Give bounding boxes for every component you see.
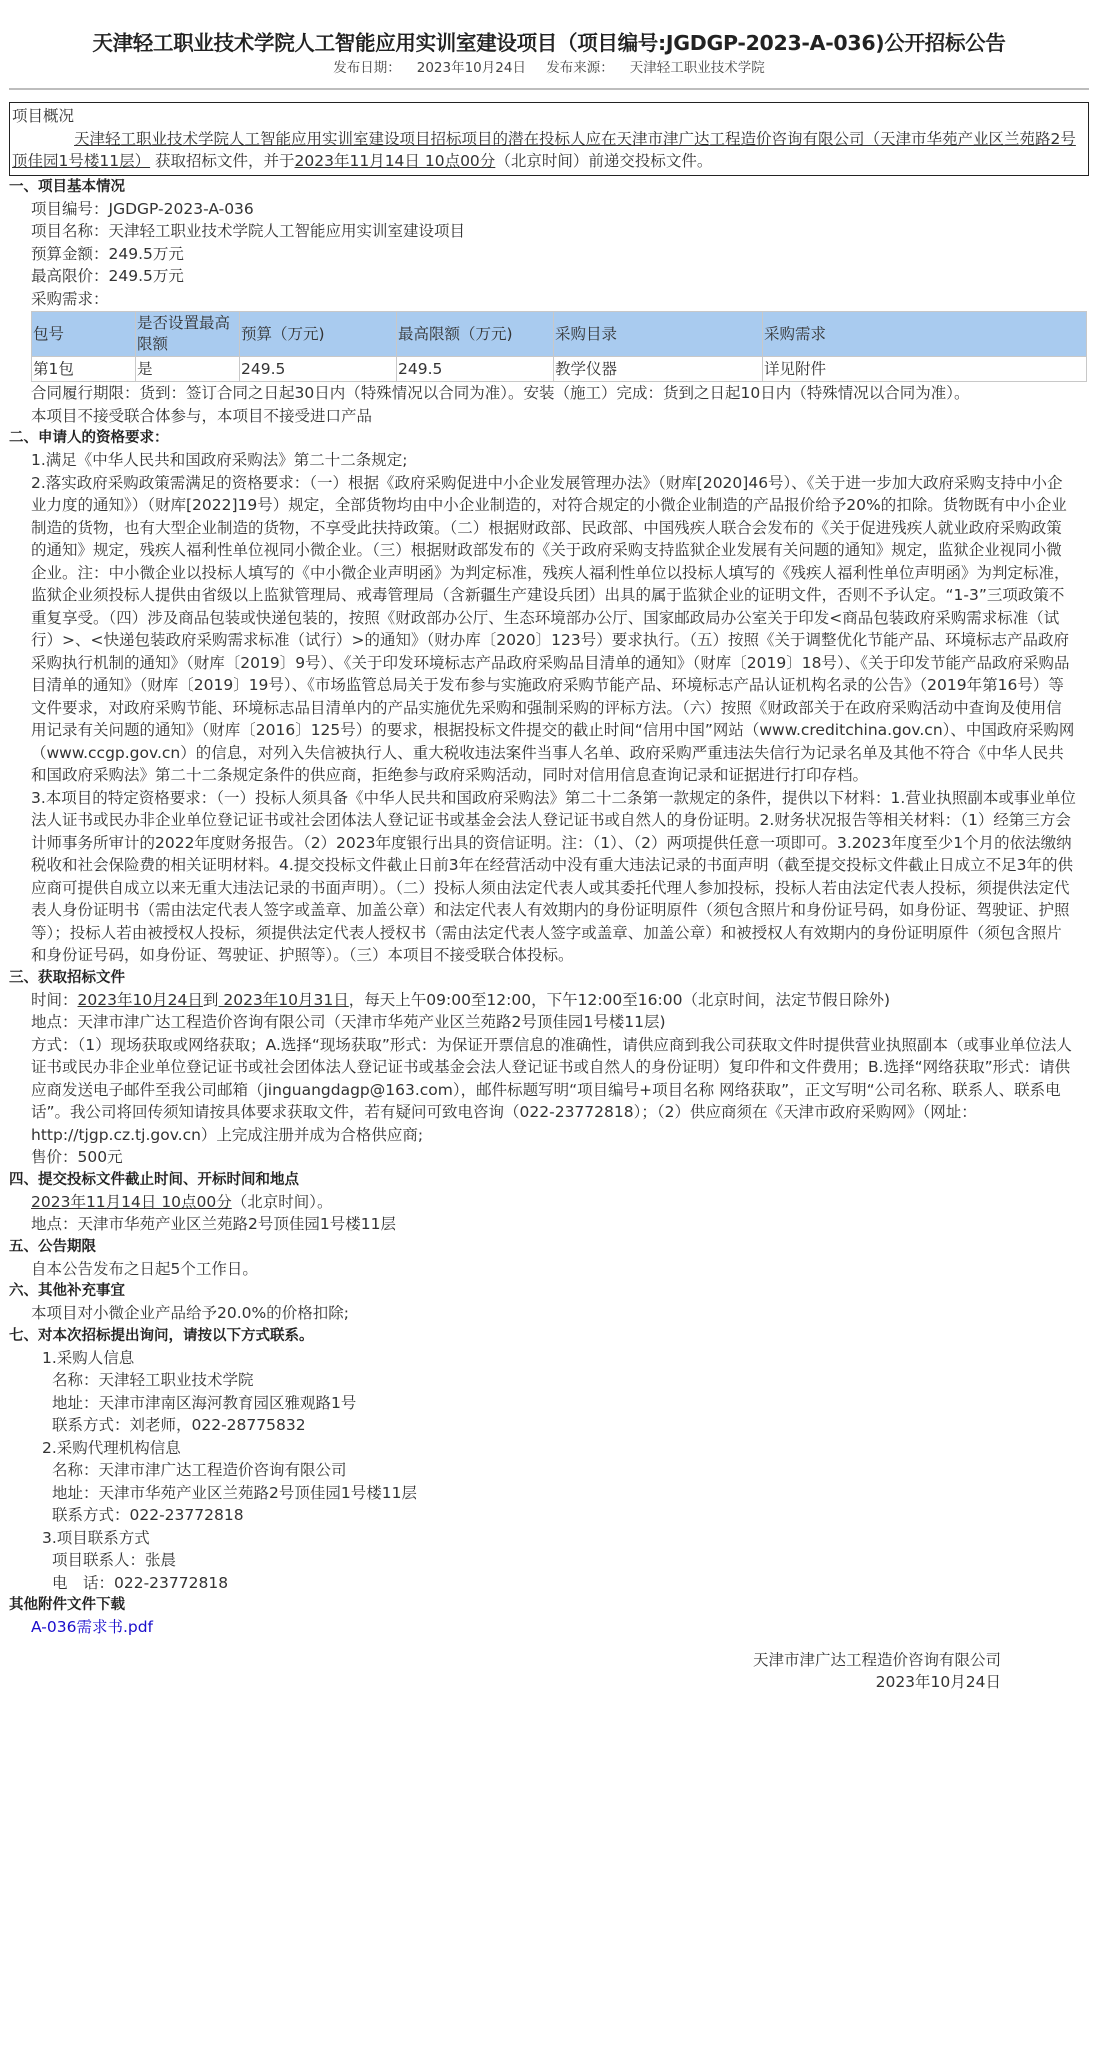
budget-amount: 预算金额：249.5万元 (31, 244, 184, 263)
signature-block (9, 1649, 1089, 1693)
section-4-heading: 四、提交投标文件截止时间、开标时间和地点 (9, 1171, 299, 1188)
publish-date: 发布日期： 2023年10月24日 (333, 60, 526, 76)
project-contact-phone: 电 话：022-23772818 (52, 1573, 229, 1592)
attachments-heading: 其他附件文件下载 (9, 1597, 125, 1613)
header-divider (9, 88, 1089, 90)
section-1-heading: 一、项目基本情况 (9, 178, 125, 195)
col-header-demand: 采购需求 (763, 312, 1087, 357)
col-header-budget: 预算（万元) (240, 312, 397, 357)
supplementary-note: 本项目对小微企业产品给予20.0%的价格扣除; (31, 1304, 349, 1322)
col-header-catalog: 采购目录 (554, 312, 763, 357)
qualification-item-3: 3.本项目的特定资格要求：（一）投标人须具备《中华人民共和国政府采购法》第二十二条第一款规定的条件，提供以下材料：1.营业执照副本或事业单位法人证书或民办非企业单位登记证书或社会团体法人登记证书或基金会法人登记证书或自然人的身份证明。2.财务状况报告等相关材料：（1）经第三方会计师事务所审计的2022年度财务报告。（2）2023年度银行出具的资信证明。注：（1）、（2）两项提供任意一项即可。3.2023年度至少1个月的依法缴纳税收和社会保险费的相关证明材料。4.提交投标文件截止日前3年在经营活动中没有重大违法记录的书面声明（截至提交投标文件截止日成立不足3年的供应商可提供自成立以来无重大违法记录的书面声明）。（二）投标人须由法定代表人或其委托代理人参加投标，投标人若由法定代表人投标，须提供法定代表人身份证明书（需由法定代表人签字或盖章、加盖公章）和法定代表人有效期内的身份证明原件（须包含照片和身份证号码，如身份证、驾驶证、护照等）；投标人若由被授权人投标，须提供法定代表人授权书（需由法定代表人签字或盖章、加盖公章）和被授权人有效期内的身份证明原件（须包含照片和身份证号码，如身份证、驾驶证、护照等）。（三）本项目不接受联合体投标。 (31, 788, 1076, 964)
document-price: 售价：500元 (31, 1148, 123, 1166)
purchaser-contact: 联系方式：刘老师，022-28775832 (52, 1416, 306, 1434)
qualification-item-1: 1.满足《中华人民共和国政府采购法》第二十二条规定; (31, 451, 408, 469)
agency-heading: 2.采购代理机构信息 (42, 1438, 181, 1457)
col-header-package: 包号 (32, 312, 136, 357)
qualification-item-2: 2.落实政府采购政策需满足的资格要求：（一）根据《政府采购促进中小企业发展管理办法》（财库[2020]46号）、《关于进一步加大政府采购支持中小企业力度的通知》）（财库[2022]19号）规定，全部货物均由中小企业制造的，对符合规定的小微企业制造的产品报价给予20%的扣除。货物既有中小企业制造的货物，也有大型企业制造的货物，不享受此扶持政策。（二）根据财政部、民政部、中国残疾人联合会发布的《关于促进残疾人就业政府采购政策的通知》规定，残疾人福利性单位视同小微企业。（三）根据财政部发布的《关于政府采购支持监狱企业发展有关问题的通知》规定，监狱企业视同小微企业。注：中小微企业以投标人填写的《中小微企业声明函》为判定标准，残疾人福利性单位以投标人填写的《残疾人福利性单位声明函》为判定标准，监狱企业须投标人提供由省级以上监狱管理局、戒毒管理局（含新疆生产建设兵团）出具的属于监狱企业的证明文件，否则不予认定。“1-3”三项政策不重复享受。（四）涉及商品包装或快递包装的，按照《财政部办公厅、生态环境部办公厅、国家邮政局办公室关于印发<商品包装政府采购需求标准（试行）>、<快递包装政府采购需求标准（试行）>的通知》（财办库〔2020〕123号）要求执行。（五）按照《关于调整优化节能产品、环境标志产品政府采购执行机制的通知》（财库〔2019〕9号）、《关于印发环境标志产品政府采购品目清单的通知》（财库〔2019〕18号）、《关于印发节能产品政府采购品目清单的通知》（财库〔2019〕19号）、《市场监管总局关于发布参与实施政府采购节能产品、环境标志产品认证机构名录的公告》（2019年第16号）等文件要求，对政府采购节能、环境标志品目清单内的产品实施优先采购和强制采购的评标方法。（六）按照《财政部关于在政府采购活动中查询及使用信用记录有关问题的通知》（财库〔2016〕125号）的要求，根据投标文件提交的截止时间“信用中国”网站（www.creditchina.gov.cn）、中国政府采购网（www.ccgp.gov.cn）的信息，对列入失信被执行人、重大税收违法案件当事人名单、政府采购严重违法失信行为记录名单及其他不符合《中华人民共和国政府采购法》第二十二条规定条件的供应商，拒绝参与政府采购活动，同时对信用信息查询记录和证据进行打印存档。 (31, 473, 1075, 784)
notice-period: 自本公告发布之日起5个工作日。 (31, 1259, 258, 1278)
project-contact-person: 项目联系人：张晨 (52, 1551, 177, 1569)
page-title: 天津轻工职业技术学院人工智能应用实训室建设项目（项目编号:JGDGP-2023-A-036)公开招标公告 (92, 31, 1006, 55)
signature-date: 2023年10月24日 (875, 1672, 1001, 1691)
agency-address: 地址：天津市华苑产业区兰苑路2号顶佳园1号楼11层 (52, 1483, 417, 1502)
contract-period: 合同履行期限：货到：签订合同之日起30日内（特殊情况以合同为准）。安装（施工）完成：货到之日起10日内（特殊情况以合同为准）。 (31, 384, 970, 402)
project-number: 项目编号：JGDGP-2023-A-036 (31, 199, 254, 218)
cell-budget: 249.5 (240, 357, 397, 382)
cell-max-limit: 249.5 (397, 357, 554, 382)
publish-source: 发布来源： 天津轻工职业技术学院 (546, 60, 765, 76)
obtain-method: 方式：（1）现场获取或网络获取；A.选择“现场获取”形式：为保证开票信息的准确性，请供应商到我公司获取文件时提供营业执照副本（或事业单位法人证书或民办非企业单位登记证书或社会团体法人登记证书或基金会法人登记证书或自然人的身份证明）复印件和文件费用；B.选择“网络获取”形式：请供应商发送电子邮件至我公司邮箱（jinguangdagp@163.com），邮件标题写明“项目编号+项目名称 网络获取”，正文写明“公司名称、联系人、联系电话”。我公司将回传须知请按具体要求获取文件，若有疑问可致电咨询（022-23772818）；（2）供应商须在《天津市政府采购网》（网址：http://tjgp.cz.tj.gov.cn）上完成注册并成为合格供应商; (31, 1035, 1072, 1144)
consortium-note: 本项目不接受联合体参与，本项目不接受进口产品 (31, 406, 373, 425)
col-header-has-limit: 是否设置最高限额 (136, 312, 240, 357)
overview-deadline: 2023年11月14日 10点00分 (294, 152, 496, 170)
procurement-table (31, 311, 1087, 382)
submission-deadline: 2023年11月14日 10点00分（北京时间）。 (31, 1192, 333, 1211)
submission-place: 地点：天津市华苑产业区兰苑路2号顶佳园1号楼11层 (31, 1215, 396, 1233)
table-row (32, 357, 1087, 382)
attachment-link-requirements-pdf[interactable]: A-036需求书.pdf (31, 1618, 154, 1636)
table-header-row (32, 312, 1087, 357)
cell-demand: 详见附件 (763, 357, 1087, 382)
section-6-heading: 六、其他补充事宜 (9, 1283, 125, 1299)
project-name: 项目名称：天津轻工职业技术学院人工智能应用实训室建设项目 (31, 222, 466, 240)
overview-text: 天津轻工职业技术学院人工智能应用实训室建设项目招标项目的潜在投标人应在天津市津广达工程造价咨询有限公司（天津市华苑产业区兰苑路2号顶佳园1号楼11层） 获取招标文件，并于2023年11月14日 10点00分（北京时间）前递交投标文件。 (12, 129, 1076, 170)
attachment-list (9, 1616, 1089, 1639)
purchaser-heading: 1.采购人信息 (42, 1348, 135, 1367)
section-3-heading: 三、获取招标文件 (9, 969, 125, 986)
cell-has-limit: 是 (136, 357, 240, 382)
project-contact-heading: 3.项目联系方式 (42, 1528, 150, 1547)
agency-name: 名称：天津市津广达工程造价咨询有限公司 (52, 1461, 347, 1479)
section-7-heading: 七、对本次招标提出询问，请按以下方式联系。 (9, 1327, 314, 1344)
publish-meta (0, 58, 1098, 78)
announcement-body (0, 176, 1098, 1693)
cell-package: 第1包 (32, 357, 136, 382)
col-header-max-limit: 最高限额（万元) (397, 312, 554, 357)
max-price: 最高限价：249.5万元 (31, 267, 184, 285)
demand-label: 采购需求： (31, 289, 109, 308)
purchaser-name: 名称：天津轻工职业技术学院 (52, 1371, 254, 1389)
project-overview-box (9, 102, 1089, 176)
obtain-time: 时间：2023年10月24日到 2023年10月31日，每天上午09:00至12:00，下午12:00至16:00（北京时间，法定节假日除外) (31, 990, 890, 1009)
agency-contact: 联系方式：022-23772818 (52, 1506, 244, 1524)
obtain-place: 地点：天津市津广达工程造价咨询有限公司（天津市华苑产业区兰苑路2号顶佳园1号楼11层) (31, 1013, 666, 1031)
section-2-heading: 二、申请人的资格要求： (9, 430, 169, 446)
cell-catalog: 教学仪器 (554, 357, 763, 382)
purchaser-address: 地址：天津市津南区海河教育园区雅观路1号 (52, 1393, 357, 1412)
overview-heading: 项目概况 (12, 107, 75, 125)
signature-company: 天津市津广达工程造价咨询有限公司 (752, 1650, 1001, 1669)
section-5-heading: 五、公告期限 (9, 1238, 96, 1255)
